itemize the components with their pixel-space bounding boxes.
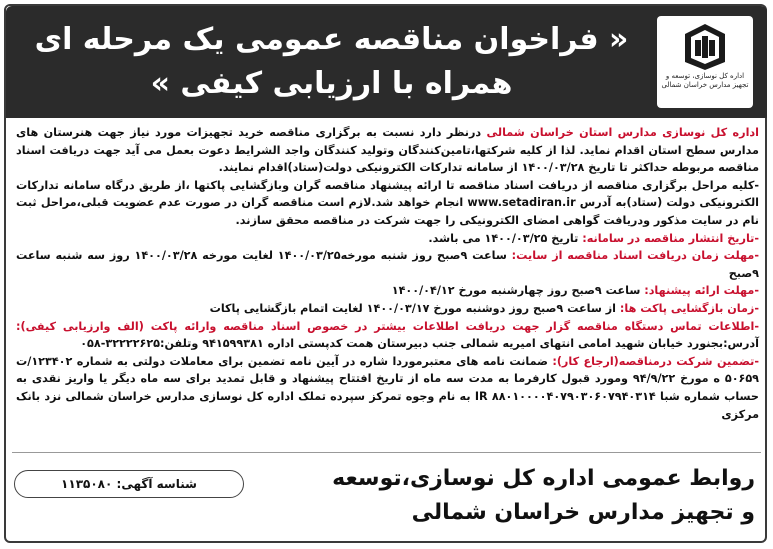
offer-deadline-line	[16, 282, 759, 300]
publish-date-line	[16, 230, 759, 248]
ad-id-value: ۱۱۳۵۰۸۰	[61, 477, 113, 491]
ad-id-badge	[14, 470, 244, 498]
document-deadline-line	[16, 247, 759, 282]
organization-logo	[657, 16, 753, 108]
logo-caption: اداره کل نوسازی، توسعه و تجهیز مدارس خراسان شمالی	[661, 72, 749, 89]
opening-time-value: از ساعت ۹صبح روز دوشنبه مورخ ۱۴۰۰/۰۳/۱۷ لغایت اتمام بازگشایی پاکات	[209, 301, 620, 315]
guarantee-value: ضمانت نامه های معتبرموردا شاره در آیین نامه تضمین برای معاملات دولتی به شماره ۱۲۳۴۰۲/ت ۵۰۶۵۹ ه مورخ ۹۴/۹/۲۲ ومورد قبول کارفرما به مدت سه ماه از تاریخ افتتاح پیشنهاد و قابل تمدید برای سه ماه دیگر یا واریز نقدی به حساب شماره شبا IR ۸۸۰۱۰۰۰۰۴۰۷۹۰۳۰۶۰۷۹۴۰۳۱۴ به نام وجوه تمرکز سپرده تملک اداره کل نوسازی مدارس خراسان شمالی نزد بانک مرکزی	[16, 354, 760, 421]
document-deadline-label: -مهلت زمان دریافت اسناد مناقصه از سایت:	[511, 249, 759, 263]
intro-organization: اداره کل نوسازی مدارس استان خراسان شمالی	[486, 126, 760, 139]
publish-date-value: تاریخ ۱۴۰۰/۰۳/۲۵ می باشد.	[428, 231, 583, 245]
ad-id-label: شناسه آگهی:	[116, 477, 197, 491]
school-emblem-icon	[681, 22, 729, 72]
intro-paragraph	[16, 124, 759, 177]
announcement-body	[16, 124, 759, 423]
opening-time-line	[16, 300, 759, 318]
publish-date-label: -تاریخ انتشار مناقصه در سامانه:	[582, 231, 759, 245]
publisher-line-2: و تجهیز مدارس خراسان شمالی	[411, 500, 755, 525]
footer-divider	[12, 452, 761, 453]
contact-info-value: آدرس:بجنورد خیابان شهید امامی انتهای امیریه شمالی جنب دبیرستان همت کدپستی اداره ۹۴۱۵۹۹۳۸۱ وتلفن:۳۲۲۲۲۶۲۵-۰۵۸	[80, 337, 759, 351]
publisher-line-1: روابط عمومی اداره کل نوسازی،توسعه	[332, 466, 755, 491]
guarantee-line	[16, 353, 759, 423]
contact-info-line	[16, 318, 759, 353]
title-line-2: همراه با ارزیابی کیفی »	[150, 66, 513, 101]
document-deadline-value: ساعت ۹صبح روز شنبه مورخه۱۴۰۰/۰۳/۲۵ لغایت مورخه ۱۴۰۰/۰۳/۲۸ روز سه شنبه ساعت ۹صبح	[16, 249, 759, 280]
opening-time-label: -زمان بازگشایی پاکت ها:	[619, 301, 759, 315]
guarantee-label: -تضمین شرکت درمناقصه(ارجاع کار):	[552, 354, 759, 368]
procedure-paragraph: -کلیه مراحل برگزاری مناقصه از دریافت اسناد مناقصه تا ارائه پیشنهاد مناقصه گران وبازگشایی پاکتها ،از طریق درگاه سامانه تدارکات الکترونیکی دولت (ستاد)به آدرس www.setadiran.ir انجام خواهد شد.لازم است مناقصه گران در صورت عدم عضویت قبلی،مراحل ثبت نام در سایت مذکور ودریافت گواهی امضای الکترونیکی را جهت شرکت در مناقصه محقق سازند.	[16, 178, 759, 227]
offer-deadline-label: -مهلت ارائه پیشنهاد:	[644, 284, 759, 298]
intro-text: درنظر دارد نسبت به برگزاری مناقصه خرید تجهیزات مورد نیاز جهت هنرستان های مدارس سطح استان اقدام نماید. لذا از کلیه شرکتها،تامین‌کنندگان وتولید کنندگان واجد الشرایط دعوت بعمل می آید جهت دریافت اسناد مناقصه مربوطه حداکثر تا تاریخ ۱۴۰۰/۰۳/۲۸ از سامانه تدارکات الکترونیکی دولت(ستاد)اقدام نمایند.	[16, 126, 759, 175]
contact-info-label: -اطلاعات تماس دستگاه مناقصه گزار جهت دریافت اطلاعات بیشتر در خصوص اسناد مناقصه وارائه پاکت (الف وارزیابی کیفی):	[16, 319, 759, 333]
offer-deadline-value: ساعت ۹صبح روز چهارشنبه مورخ ۱۴۰۰/۰۴/۱۲	[391, 284, 645, 298]
title-line-1: « فراخوان مناقصه عمومی یک مرحله ای	[34, 22, 629, 57]
publisher-signature	[295, 462, 755, 530]
header-banner	[6, 6, 767, 118]
